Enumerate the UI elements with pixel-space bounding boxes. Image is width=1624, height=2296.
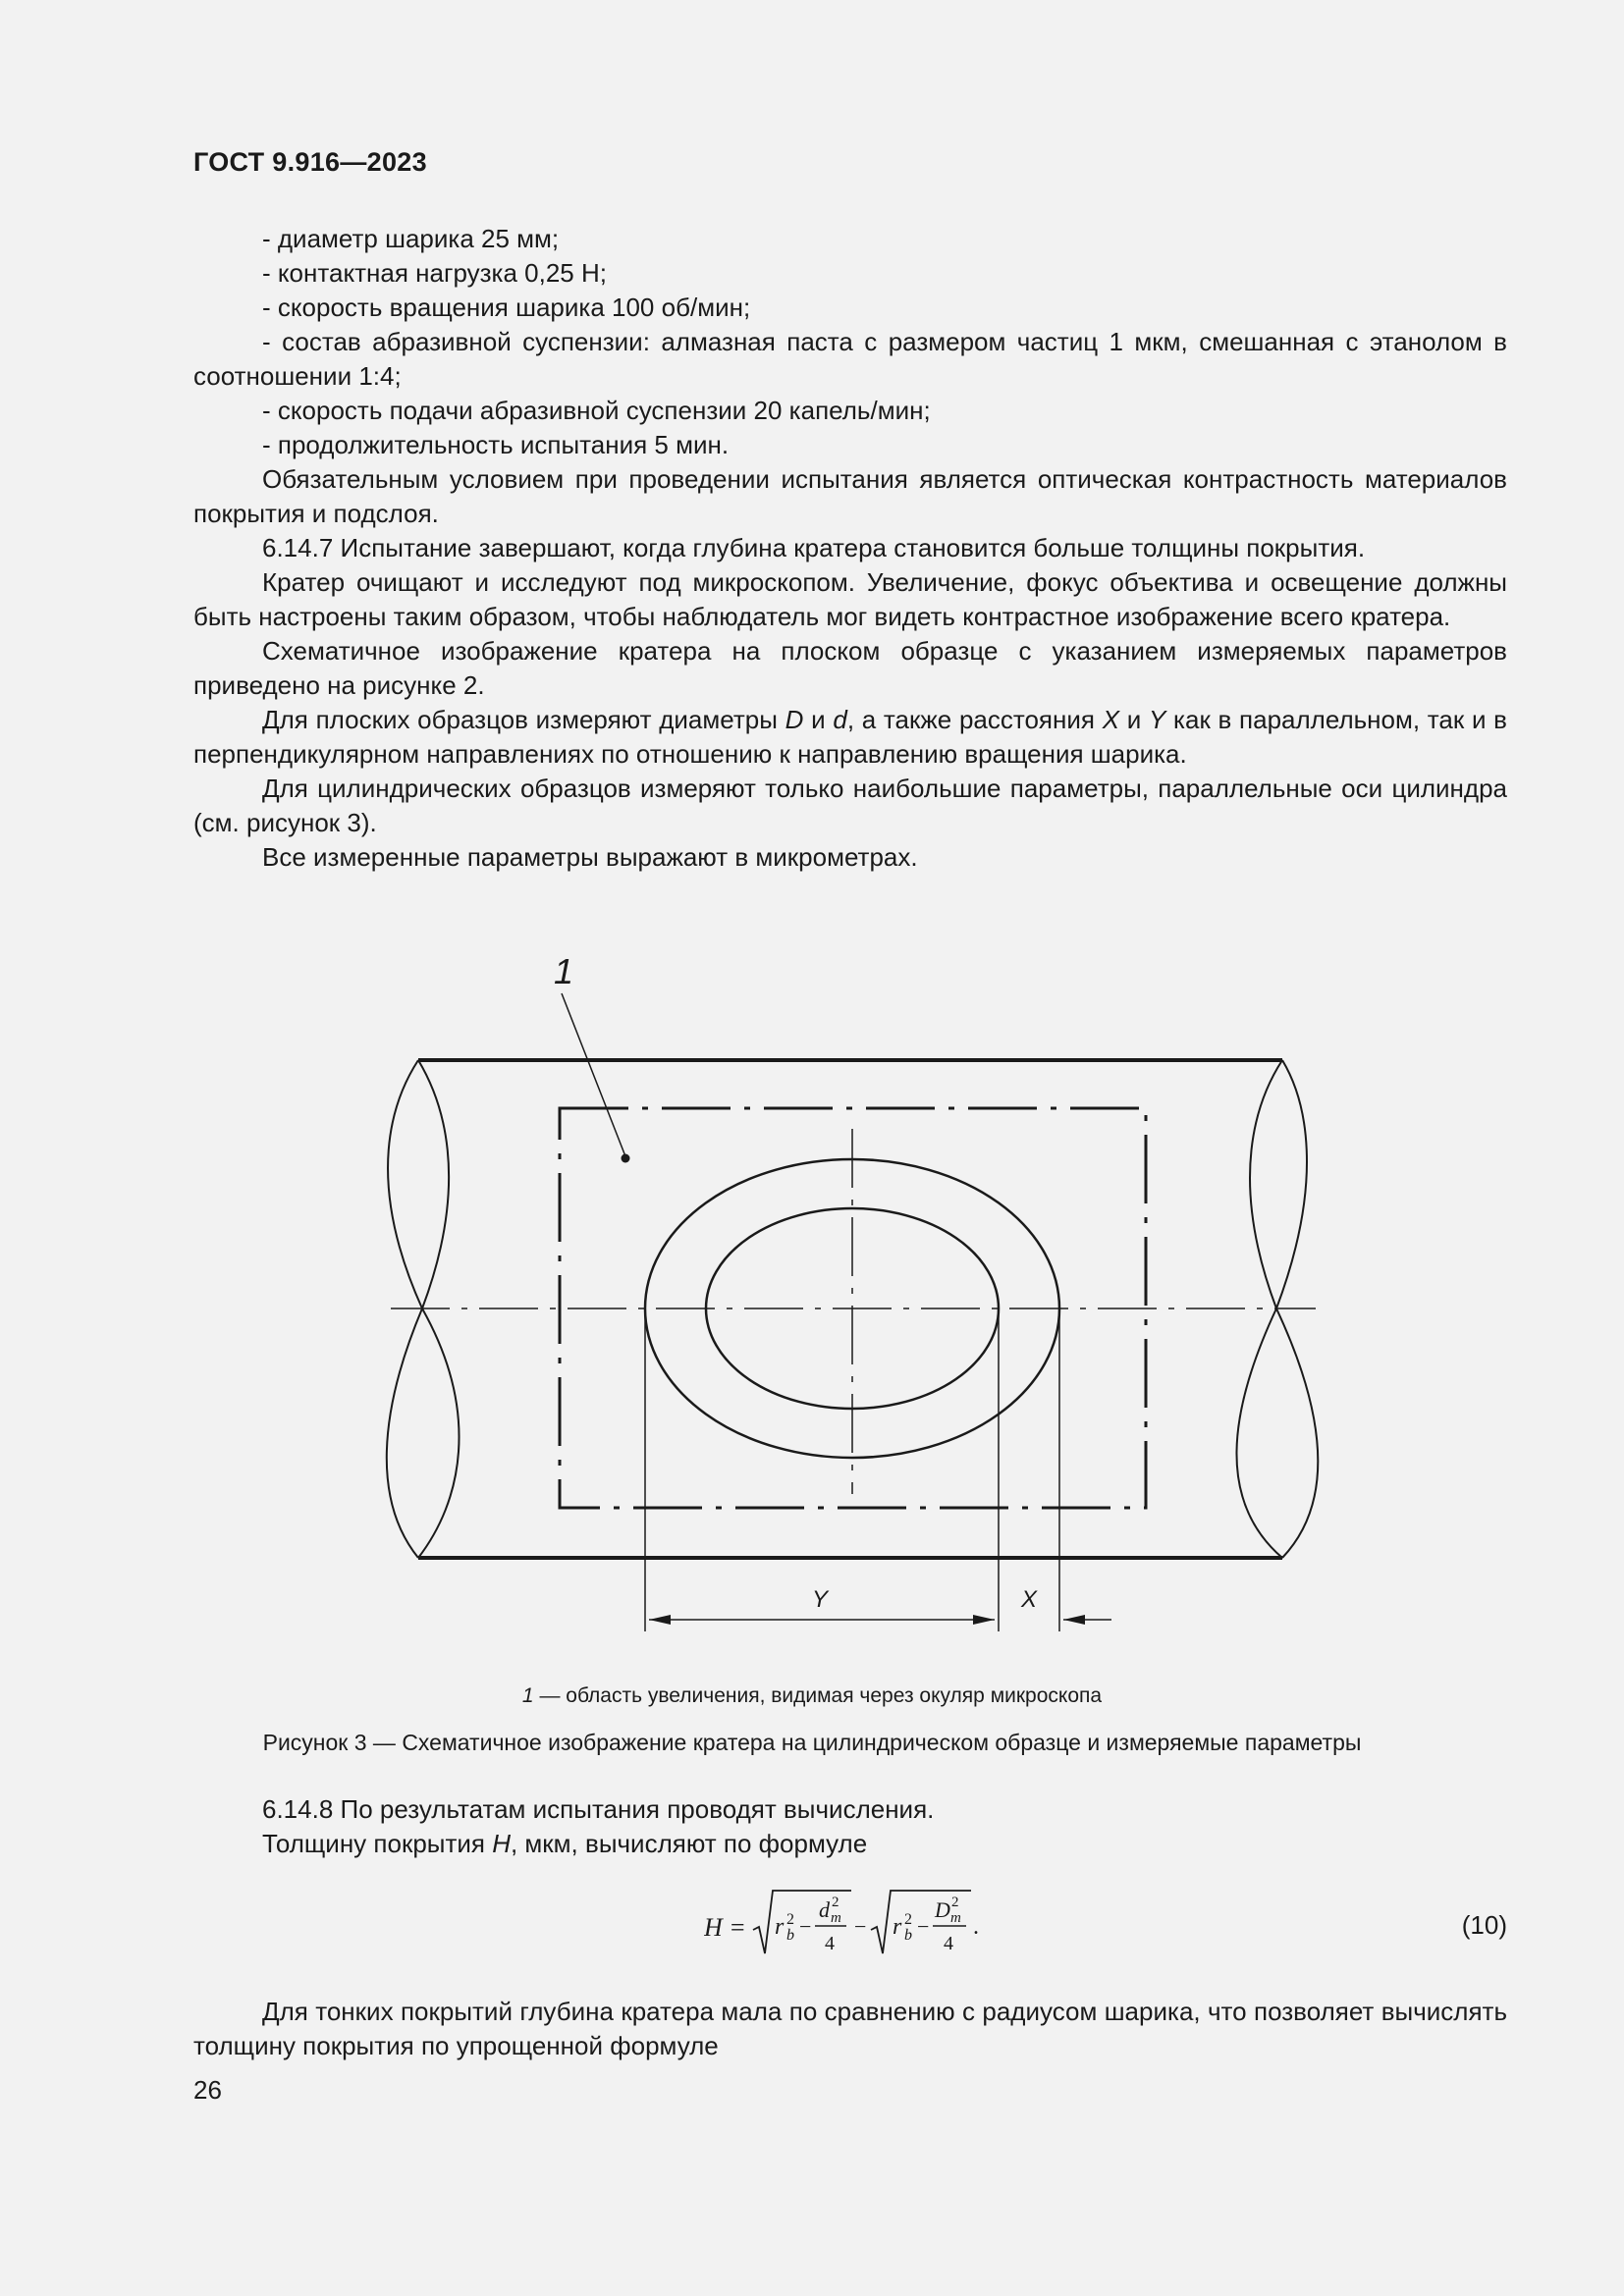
svg-text:b: b xyxy=(786,1927,794,1944)
formula-10 xyxy=(193,1885,1507,1963)
formula-lhs: H = xyxy=(704,1913,746,1942)
paragraph: Для тонких покрытий глубина кратера мала по сравнению с радиусом шарика, что позволяет вычислять толщину покрытия по упрощенной формуле xyxy=(193,1997,1507,2060)
svg-text:2: 2 xyxy=(832,1895,839,1910)
paragraph-flat-samples: Для плоских образцов измеряют диаметры D и d, а также расстояния X и Y как в параллельном, так и в перпендикулярном направлениях по отношению к направлению вращения шарика. xyxy=(193,705,1507,769)
svg-text:D: D xyxy=(935,1897,950,1922)
svg-text:2: 2 xyxy=(904,1911,912,1928)
equation-number: (10) xyxy=(1461,1910,1507,1940)
paragraph: Все измеренные параметры выражают в микрометрах. xyxy=(262,842,918,872)
list-item: - продолжительность испытания 5 мин. xyxy=(262,430,730,459)
svg-text:2: 2 xyxy=(951,1895,959,1910)
svg-text:4: 4 xyxy=(825,1933,835,1954)
svg-text:b: b xyxy=(904,1927,912,1944)
dimension-label-x: X xyxy=(1021,1586,1038,1613)
body-text-upper xyxy=(193,222,1507,875)
body-text-middle xyxy=(193,1792,1507,1861)
paragraph: Кратер очищают и исследуют под микроскопом. Увеличение, фокус объектива и освещение должны быть настроены таким образом, чтобы наблюдатель мог видеть контрастное изображение всего кратера. xyxy=(193,567,1507,631)
arrowhead xyxy=(973,1615,995,1625)
svg-text:4: 4 xyxy=(944,1933,953,1954)
svg-text:.: . xyxy=(973,1914,979,1940)
paragraph-formula-intro: Толщину покрытия H, мкм, вычисляют по формуле xyxy=(262,1829,868,1858)
body-text-lower xyxy=(193,1995,1507,2063)
svg-text:m: m xyxy=(950,1910,961,1926)
callout-leader xyxy=(562,993,625,1156)
formula-expression xyxy=(704,1885,1018,1963)
arrowhead xyxy=(1063,1615,1085,1625)
list-item: - скорость вращения шарика 100 об/мин; xyxy=(262,293,751,322)
paragraph-clause-6-14-8: 6.14.8 По результатам испытания проводят вычисления. xyxy=(262,1794,935,1824)
callout-number: 1 xyxy=(554,952,574,991)
paragraph: Схематичное изображение кратера на плоском образце с указанием измеряемых параметров приведено на рисунке 2. xyxy=(193,636,1507,700)
page-number: 26 xyxy=(193,2075,222,2105)
arrowhead xyxy=(649,1615,671,1625)
list-item: - контактная нагрузка 0,25 Н; xyxy=(262,258,607,288)
svg-text:2: 2 xyxy=(786,1911,794,1928)
list-item: - скорость подачи абразивной суспензии 20 капель/мин; xyxy=(262,396,931,425)
paragraph: Обязательным условием при проведении испытания является оптическая контрастность материалов покрытия и подслоя. xyxy=(193,464,1507,528)
paragraph-clause-6-14-7: 6.14.7 Испытание завершают, когда глубина кратера становится больше толщины покрытия. xyxy=(262,533,1366,562)
svg-text:−: − xyxy=(799,1914,812,1939)
svg-text:d: d xyxy=(819,1897,830,1922)
figure-caption: Рисунок 3 — Схематичное изображение кратера на цилиндрическом образце и измеряемые параметры xyxy=(262,1730,1362,1755)
svg-text:−: − xyxy=(854,1914,867,1939)
svg-text:r: r xyxy=(775,1914,785,1940)
paragraph: Для цилиндрических образцов измеряют только наибольшие параметры, параллельные оси цилиндра (см. рисунок 3). xyxy=(193,774,1507,837)
svg-text:m: m xyxy=(831,1910,841,1926)
figure-legend: 1 — область увеличения, видимая через окуляр микроскопа xyxy=(521,1684,1103,1707)
document-header: ГОСТ 9.916—2023 xyxy=(193,147,427,177)
list-item: - диаметр шарика 25 мм; xyxy=(262,224,560,253)
callout-dot xyxy=(622,1154,630,1163)
list-item: - состав абразивной суспензии: алмазная паста с размером частиц 1 мкм, смешанная с этанолом в соотношении 1:4; xyxy=(193,327,1507,391)
svg-text:r: r xyxy=(893,1914,902,1940)
figure-3-diagram xyxy=(373,952,1335,1659)
svg-text:−: − xyxy=(917,1914,930,1939)
dimension-label-y: Y xyxy=(812,1586,829,1613)
